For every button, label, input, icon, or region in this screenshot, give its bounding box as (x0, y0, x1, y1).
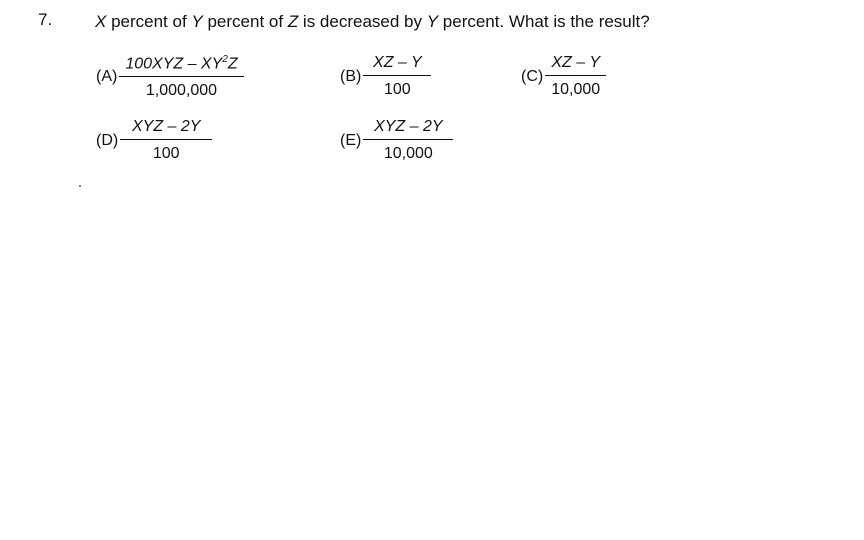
choice-b-numerator: XZ – Y (373, 54, 422, 71)
stem-segment: Z (287, 12, 299, 31)
choice-c-letter: (C) (521, 67, 544, 85)
stem-segment: percent of (106, 12, 192, 31)
choice-c-numerator: XZ – Y (551, 54, 600, 71)
choice-a-numerator: $100XYZ - XY^2Z$ (125, 54, 238, 73)
question-stem (95, 12, 650, 32)
choice-e-fraction (363, 118, 453, 163)
stem-segment: percent of (202, 12, 288, 31)
stem-segment: X (95, 12, 107, 31)
choice-d-fraction (120, 118, 212, 163)
stem-segment: Y (191, 12, 203, 31)
choice-a-letter: (A) (96, 68, 118, 86)
stem-segment: percent. What is the result? (438, 12, 650, 31)
choice-e-numerator: XYZ – 2Y (374, 118, 443, 135)
choice-c[interactable] (521, 54, 606, 99)
choice-e[interactable] (340, 118, 453, 163)
choice-b-letter: (B) (340, 67, 362, 85)
question-number: 7. (38, 10, 53, 29)
choice-b[interactable] (340, 54, 431, 99)
choice-d-numerator: XYZ – 2Y (131, 118, 201, 135)
choice-b-denominator: 100 (383, 81, 411, 98)
choice-a[interactable] (96, 54, 244, 100)
choice-d-denominator: 100 (152, 145, 180, 162)
stray-dot (79, 185, 81, 187)
stem-segment: is decreased by (298, 12, 427, 31)
stem-segment: Y (426, 12, 439, 31)
choice-b-fraction (363, 54, 431, 99)
choice-d[interactable] (96, 118, 212, 163)
choice-a-denominator: 1,000,000 (145, 82, 218, 100)
choice-d-letter: (D) (96, 131, 119, 149)
choice-c-fraction (545, 54, 606, 99)
choice-e-letter: (E) (340, 131, 362, 149)
choice-e-denominator: 10,000 (383, 145, 433, 162)
choice-c-denominator: 10,000 (551, 81, 601, 98)
choice-a-fraction (119, 54, 243, 100)
